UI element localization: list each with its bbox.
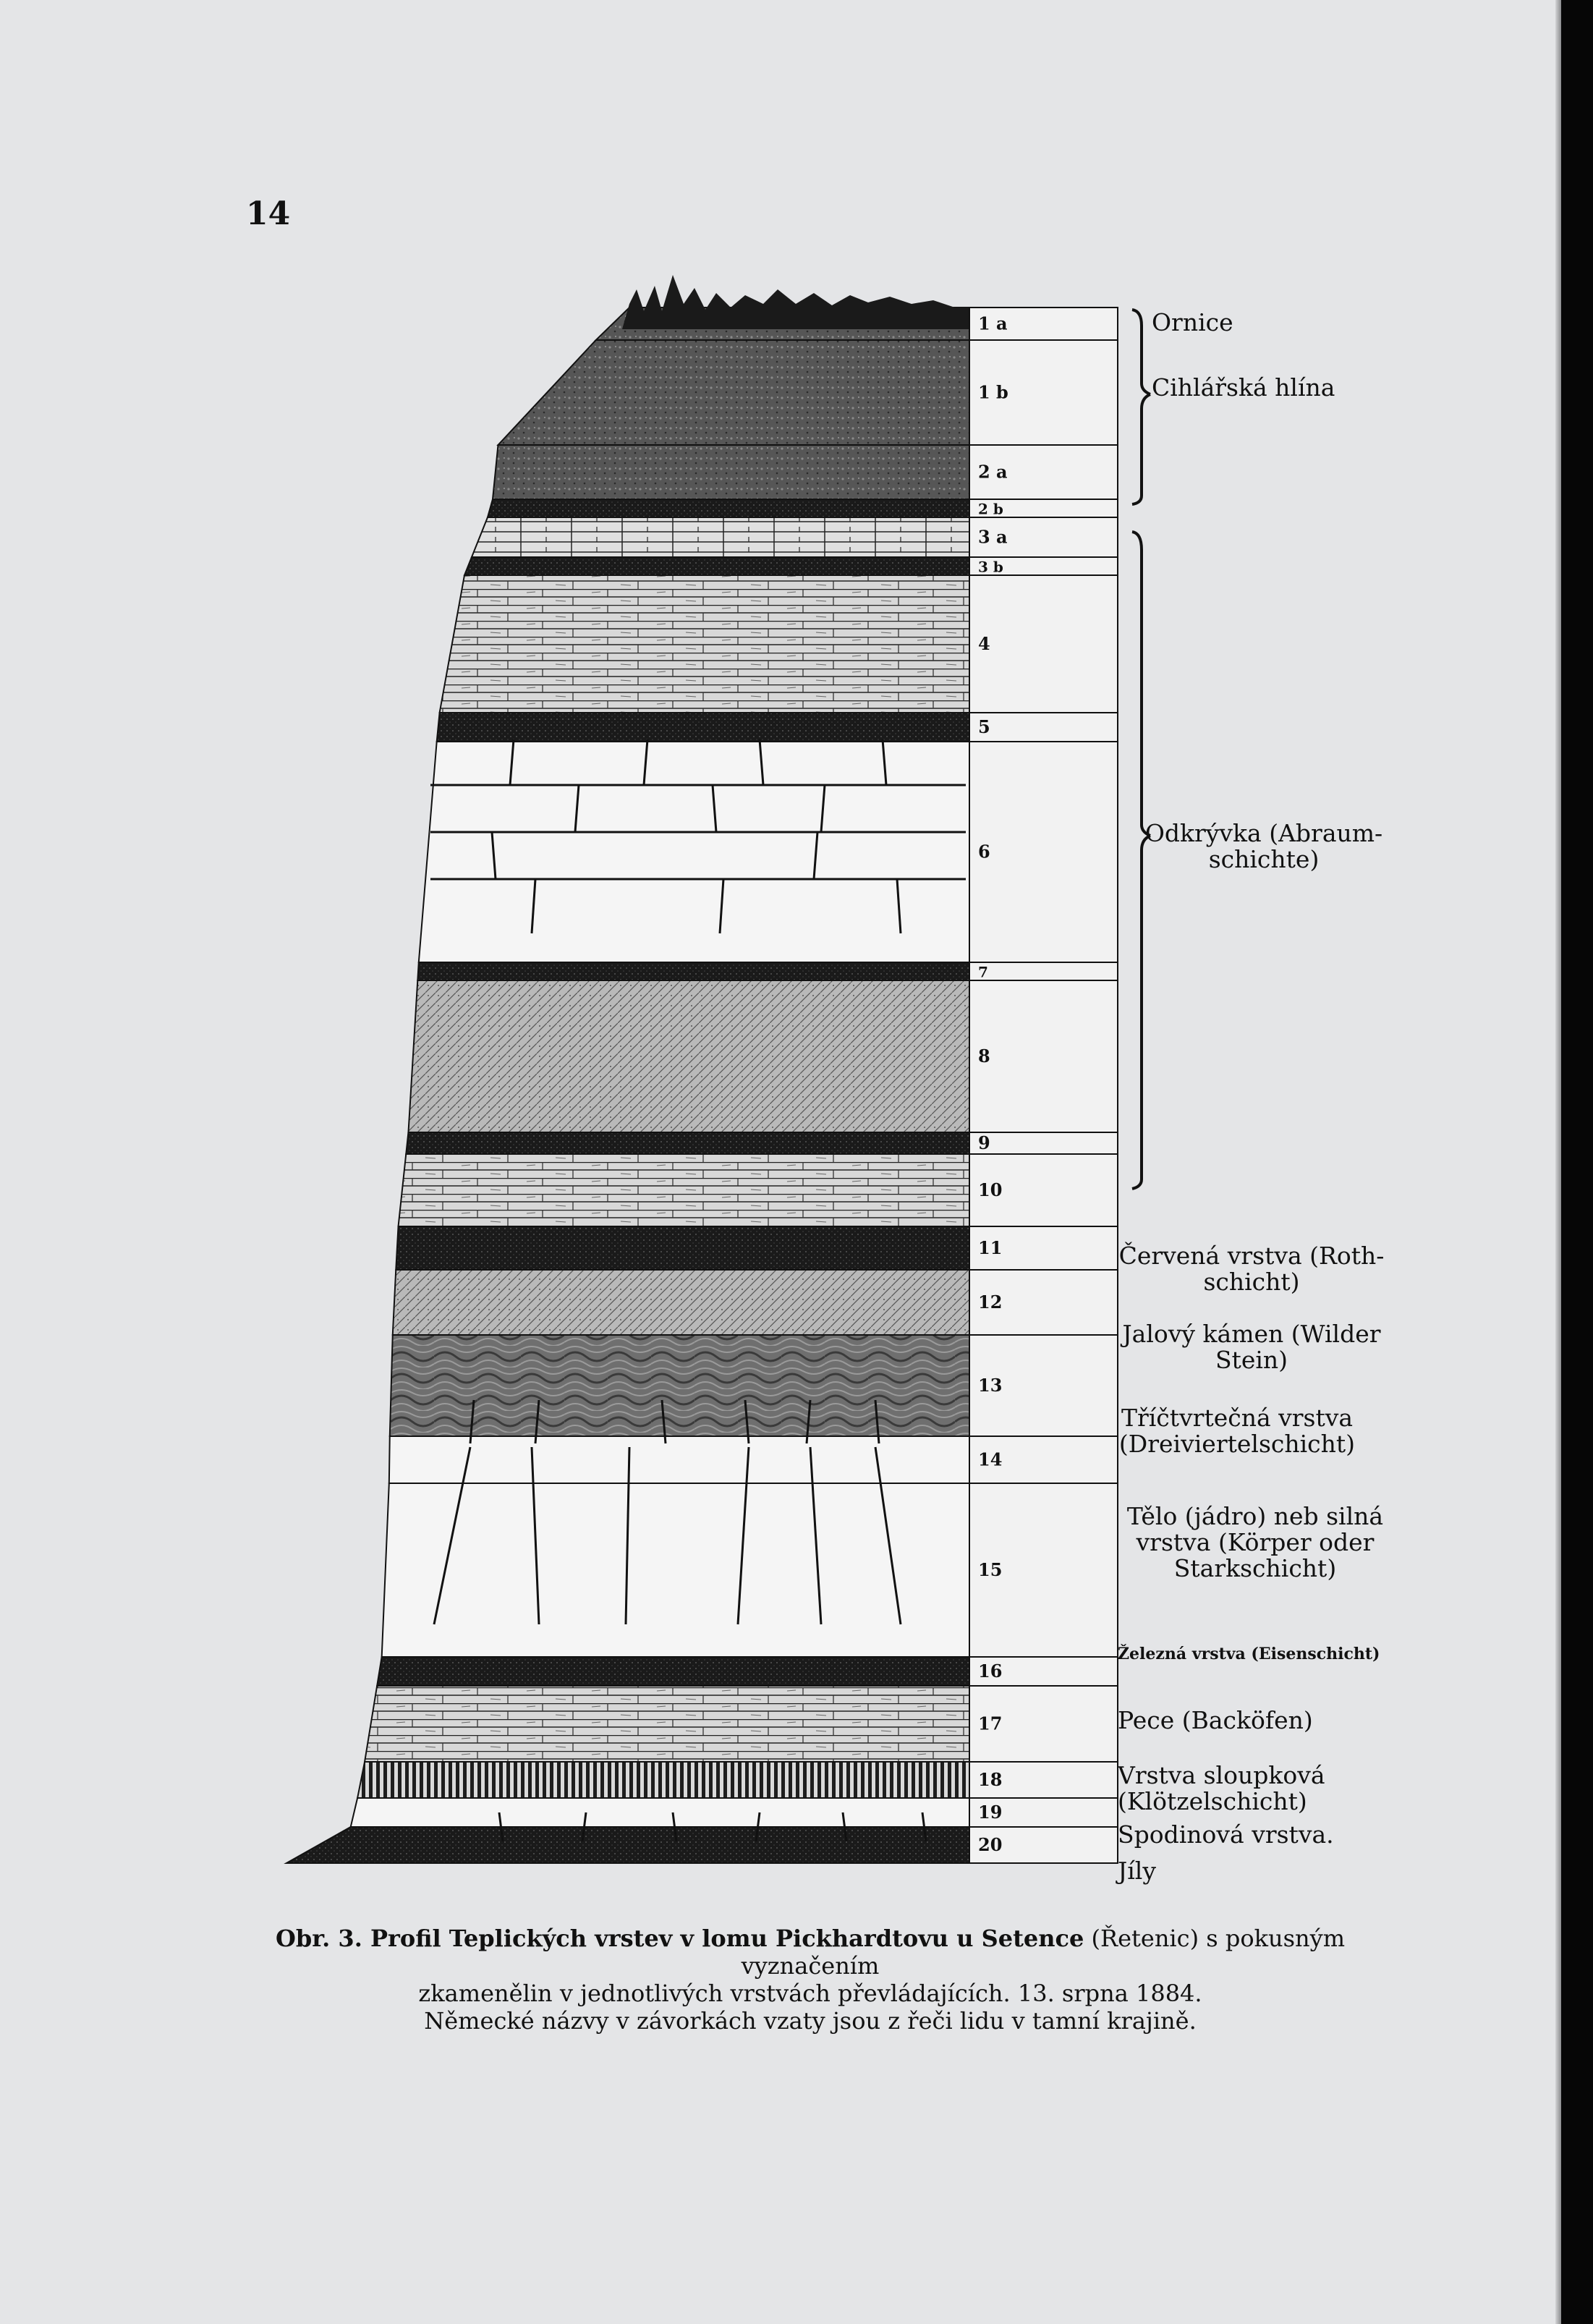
label-ornice: Ornice (1152, 308, 1233, 336)
label-odkryvka (1144, 820, 1383, 873)
layer-2a (493, 445, 969, 499)
layer-number-4: 4 (978, 633, 990, 654)
layer-cell-5 (969, 713, 1118, 742)
layer-number-13: 13 (978, 1375, 1003, 1396)
label-jalovy-line1: Jalový kámen (Wilder (1122, 1320, 1381, 1348)
caption-line3: Německé názvy v závorkách vzaty jsou z řeči lidu v tamní krajině. (424, 2007, 1197, 2035)
layer-number-18: 18 (978, 1769, 1003, 1790)
layer-11 (396, 1226, 969, 1270)
label-cihlarska-hlina: Cihlářská hlína (1152, 373, 1335, 402)
caption-line1-rest: (Řetenic) s pokusným vyznačením (741, 1925, 1346, 1980)
label-jalovy-kamen (1118, 1321, 1385, 1373)
label-cervena-line2: schicht) (1203, 1268, 1300, 1296)
layer-number-9: 9 (978, 1132, 990, 1153)
layer-1b (498, 340, 970, 445)
label-trictvrtecna-line2: (Dreiviertelschicht) (1118, 1430, 1356, 1458)
layer-18 (357, 1762, 969, 1798)
scan-border (1561, 0, 1593, 2324)
layer-number-2b: 2 b (978, 500, 1003, 518)
caption-line2: zkamenělin v jednotlivých vrstvách převládajících. 13. srpna 1884. (418, 1980, 1202, 2007)
layer-14 (389, 1436, 969, 1483)
label-pece: Pece (Backöfen) (1118, 1706, 1313, 1734)
caption-title: Obr. 3. Profil Teplických vrstev v lomu Pickhardtovu u Setence (275, 1925, 1084, 1952)
layer-3b (464, 557, 969, 575)
layer-2b (488, 499, 969, 517)
label-trictvrtecna-line1: Tříčtvrtečná vrstva (1121, 1404, 1354, 1432)
layer-19 (351, 1798, 969, 1827)
layer-number-8: 8 (978, 1046, 990, 1066)
layer-17 (365, 1686, 969, 1762)
label-trictvrtecna-vrstva (1118, 1405, 1356, 1457)
layer-number-1a: 1 a (978, 313, 1008, 334)
layer-number-17: 17 (978, 1713, 1003, 1734)
layer-9 (406, 1132, 969, 1154)
caption-line1 (231, 1925, 1389, 1980)
layer-cell-6 (969, 742, 1118, 962)
label-telo (1118, 1504, 1393, 1582)
label-cervena-vrstva (1118, 1243, 1385, 1295)
layer-cell-4 (969, 575, 1118, 713)
label-sloupkova-line1: Vrstva sloupková (1118, 1761, 1325, 1789)
layer-number-3b: 3 b (978, 558, 1003, 576)
layer-15 (382, 1483, 969, 1657)
layer-number-14: 14 (978, 1449, 1003, 1470)
layer-12 (393, 1270, 969, 1335)
label-sloupkova-line2: (Klötzelschicht) (1118, 1787, 1307, 1815)
layer-number-3a: 3 a (978, 526, 1008, 548)
page-number: 14 (246, 195, 291, 232)
label-vrstva-sloupkova (1118, 1763, 1325, 1815)
layer-5 (437, 713, 969, 742)
label-telo-line1: Tělo (jádro) neb silná (1126, 1502, 1384, 1530)
layer-16 (377, 1657, 969, 1686)
label-odkryvka-line1: Odkrývka (Abraum- (1144, 819, 1383, 847)
label-telo-line3: Starkschicht) (1173, 1554, 1337, 1582)
layer-fills (286, 308, 969, 1863)
layer-10 (399, 1154, 969, 1226)
label-jalovy-line2: Stein) (1215, 1346, 1288, 1374)
layer-number-2a: 2 a (978, 461, 1008, 483)
layer-7 (417, 962, 969, 980)
layer-number-5: 5 (978, 716, 990, 737)
layer-20 (286, 1827, 969, 1863)
label-odkryvka-line2: schichte) (1208, 845, 1320, 873)
layer-cell-7 (969, 962, 1118, 980)
vegetation-icon (622, 275, 969, 329)
label-spodinova-vrstva: Spodinová vrstva. (1118, 1820, 1334, 1849)
label-cervena-line1: Červená vrstva (Roth- (1118, 1242, 1385, 1270)
layer-number-11: 11 (978, 1237, 1003, 1258)
layer-number-16: 16 (978, 1661, 1003, 1681)
label-jily: Jíly (1118, 1857, 1156, 1885)
layer-number-10: 10 (978, 1179, 1003, 1200)
layer-8 (408, 980, 969, 1132)
layer-number-column (969, 308, 1118, 1863)
layer-number-15: 15 (978, 1559, 1003, 1580)
layer-4 (440, 575, 969, 713)
label-zelezna-vrstva: Železná vrstva (Eisenschicht) (1118, 1645, 1380, 1663)
layer-cell-9 (969, 1132, 1118, 1154)
layer-number-12: 12 (978, 1292, 1003, 1312)
layer-number-20: 20 (978, 1834, 1003, 1855)
layer-number-6: 6 (978, 841, 990, 862)
layer-6 (419, 742, 969, 962)
brace-marks (1132, 310, 1150, 1189)
layer-3a (472, 517, 969, 557)
layer-number-19: 19 (978, 1802, 1003, 1823)
figure-caption (231, 1925, 1389, 2035)
label-telo-line2: vrstva (Körper oder (1136, 1528, 1375, 1556)
layer-number-1b: 1 b (978, 381, 1008, 403)
layer-cell-8 (969, 980, 1118, 1132)
layer-13 (390, 1335, 969, 1436)
layer-number-7: 7 (978, 963, 988, 981)
